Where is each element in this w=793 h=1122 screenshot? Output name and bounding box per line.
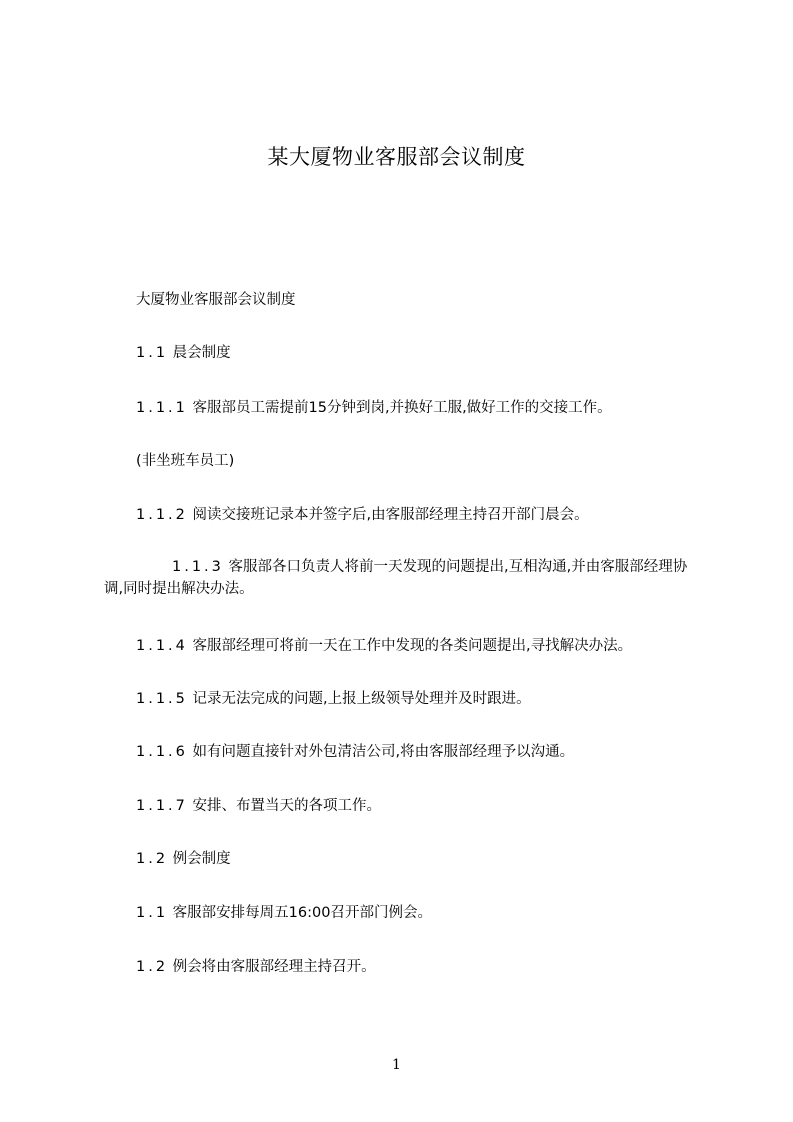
- clause-number: 1.2: [136, 959, 169, 975]
- clause-number: 1.1.7: [136, 798, 188, 814]
- section-text: 例会制度: [168, 851, 231, 867]
- clause-number: 1.1.6: [136, 744, 188, 760]
- clause-1-1-7: [136, 795, 711, 817]
- clause-text: 客服部员工需提前15分钟到岗,并换好工服,做好工作的交接工作。: [187, 400, 612, 416]
- section-text: 晨会制度: [168, 345, 231, 361]
- clause-1-1-3: [104, 556, 704, 600]
- clause-text: 如有问题直接针对外包清洁公司,将由客服部经理予以沟通。: [187, 744, 575, 760]
- clause-text: 阅读交接班记录本并签字后,由客服部经理主持召开部门晨会。: [187, 507, 589, 523]
- document-title: 某大厦物业客服部会议制度: [267, 145, 526, 169]
- clause-number: 1.1.3: [172, 559, 224, 575]
- clause-1-1-2: [136, 504, 711, 526]
- section-1-1-heading: [136, 342, 711, 364]
- clause-text: 例会将由客服部经理主持召开。: [168, 959, 376, 975]
- clause-note: [136, 450, 711, 472]
- clause-number: 1.1.1: [136, 400, 188, 416]
- section-number: 1.2: [136, 851, 169, 867]
- clause-1-1-4: [136, 635, 711, 657]
- section-number: 1.1: [136, 345, 169, 361]
- clause-1-2-meeting: [136, 956, 711, 978]
- note-text: (非坐班车员工): [136, 453, 235, 469]
- clause-text: 客服部各口负责人将前一天发现的问题提出,互相沟通,并由客服部经理协调,同时提出解决办法。: [104, 559, 688, 597]
- clause-number: 1.1.5: [136, 691, 188, 707]
- clause-1-1-meeting: [136, 902, 711, 924]
- clause-number: 1.1.4: [136, 638, 188, 654]
- paragraph-text: 大厦物业客服部会议制度: [136, 292, 296, 308]
- clause-1-1-5: [136, 688, 711, 710]
- section-1-2-heading: [136, 848, 711, 870]
- clause-text: 客服部经理可将前一天在工作中发现的各类问题提出,寻找解决办法。: [187, 638, 633, 654]
- clause-text: 客服部安排每周五16:00召开部门例会。: [168, 905, 432, 921]
- page-number: 1: [392, 1057, 401, 1073]
- clause-text: 记录无法完成的问题,上报上级领导处理并及时跟进。: [187, 691, 531, 707]
- clause-1-1-1: [136, 397, 711, 419]
- clause-number: 1.1.2: [136, 507, 188, 523]
- paragraph-heading: [136, 289, 711, 311]
- clause-text: 安排、布置当天的各项工作。: [187, 798, 382, 814]
- clause-number: 1.1: [136, 905, 169, 921]
- clause-1-1-6: [136, 741, 711, 763]
